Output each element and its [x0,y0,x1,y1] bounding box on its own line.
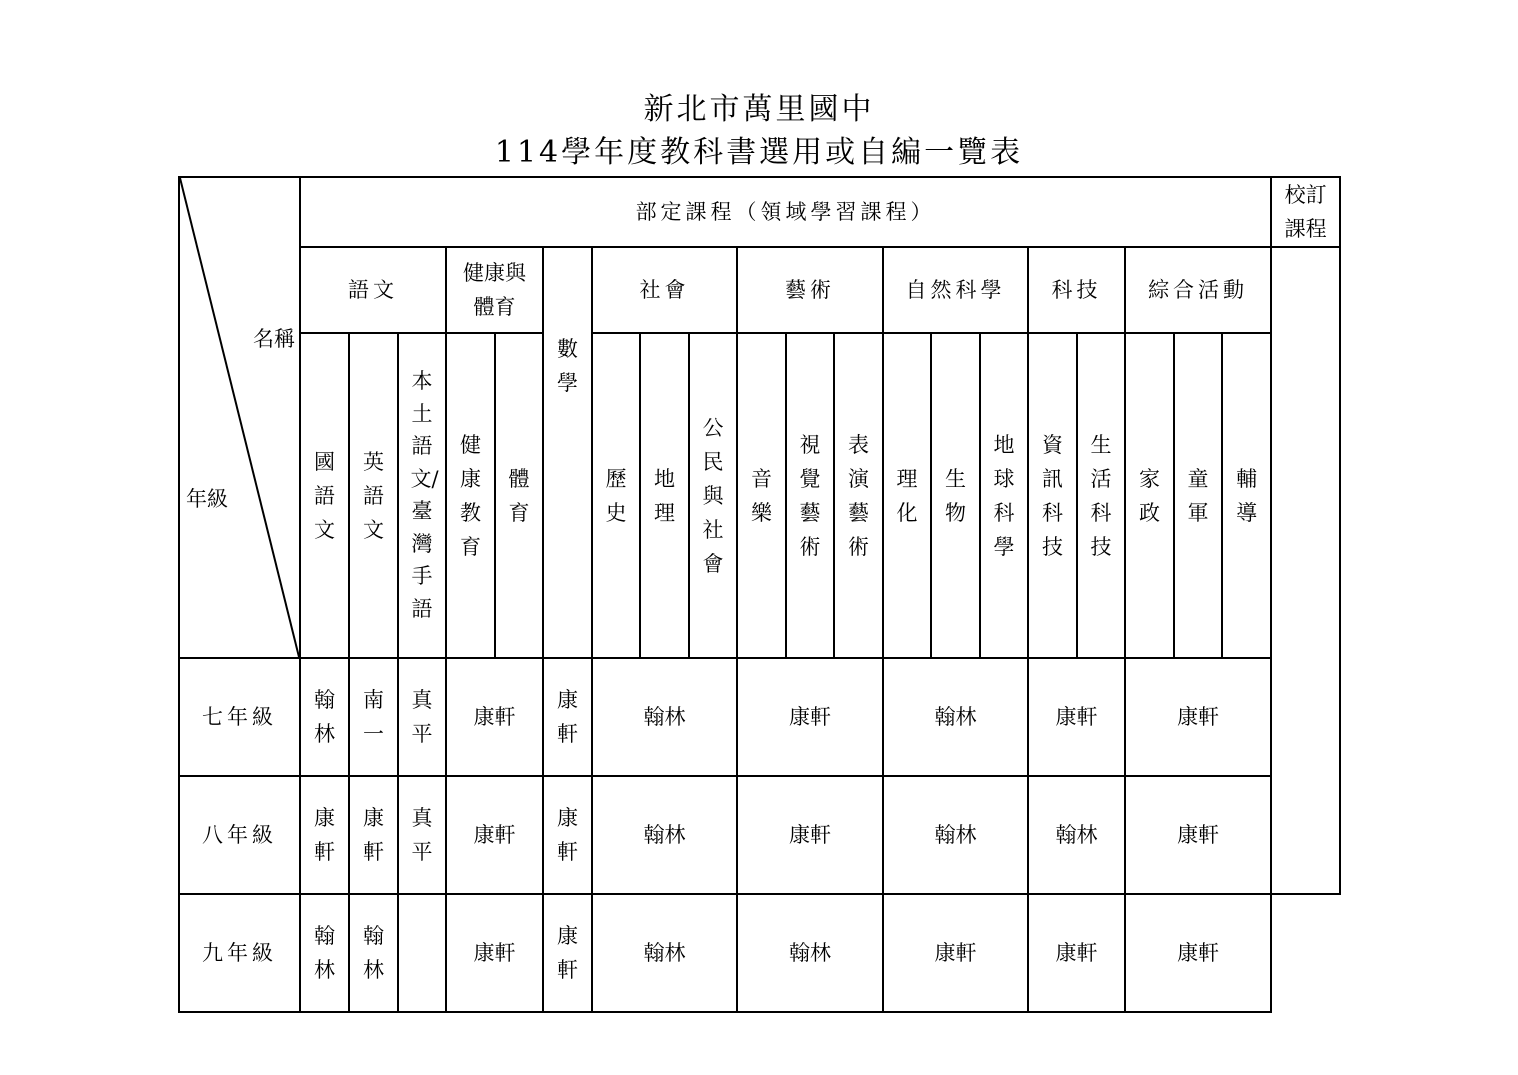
cell-chinese: 翰林 [300,894,349,1012]
grade-label: 九年級 [179,894,300,1012]
school-curriculum-empty [1271,247,1340,894]
cell-native: 真平 [398,776,446,894]
cell-health-pe: 康軒 [446,658,543,776]
corner-header [179,177,300,658]
cell-social: 翰林 [592,658,737,776]
cell-english: 翰林 [349,894,398,1012]
cell-math: 康軒 [543,776,592,894]
cell-tech: 翰林 [1028,776,1125,894]
area-arts: 藝術 [737,247,883,333]
table-row [179,658,1340,776]
cell-tech: 康軒 [1028,894,1125,1012]
subject-geography: 地理 [640,333,689,658]
corner-name-label: 名稱 [253,327,295,351]
cell-arts: 翰林 [737,894,883,1012]
cell-science: 康軒 [883,894,1028,1012]
area-math: 數學 [543,247,592,658]
cell-chinese: 翰林 [300,658,349,776]
cell-math: 康軒 [543,894,592,1012]
subject-history: 歷史 [592,333,640,658]
subject-home: 家政 [1125,333,1174,658]
cell-arts: 康軒 [737,658,883,776]
area-tech: 科技 [1028,247,1125,333]
cell-health-pe: 康軒 [446,894,543,1012]
subject-pe: 體育 [495,333,543,658]
diagonal-line [180,178,299,657]
area-science: 自然科學 [883,247,1028,333]
subject-biology: 生物 [931,333,980,658]
subject-english: 英語文 [349,333,398,658]
textbook-table [178,176,1341,1013]
area-integrative: 綜合活動 [1125,247,1271,333]
subject-it: 資訊科技 [1028,333,1077,658]
cell-social: 翰林 [592,776,737,894]
subject-health: 健康教育 [446,333,495,658]
cell-integrative: 康軒 [1125,776,1271,894]
cell-science: 翰林 [883,658,1028,776]
cell-science: 翰林 [883,776,1028,894]
school-title: 新北市萬里國中 [643,92,875,127]
area-social: 社會 [592,247,737,333]
cell-arts: 康軒 [737,776,883,894]
cell-tech: 康軒 [1028,658,1125,776]
subject-physchem: 理化 [883,333,931,658]
cell-social: 翰林 [592,894,737,1012]
subject-living-tech: 生活科技 [1077,333,1125,658]
table-title: 114學年度教科書選用或自編一覽表 [494,135,1024,170]
subject-visual: 視覺藝術 [786,333,834,658]
cell-english: 康軒 [349,776,398,894]
corner-grade-label: 年級 [186,487,228,511]
cell-native [398,894,446,1012]
cell-chinese: 康軒 [300,776,349,894]
grade-label: 七年級 [179,658,300,776]
cell-native: 真平 [398,658,446,776]
school-curriculum-header: 校訂課程 [1271,177,1340,247]
cell-math: 康軒 [543,658,592,776]
subject-chinese: 國語文 [300,333,349,658]
table-row [179,894,1340,1012]
subject-earth: 地球科學 [980,333,1028,658]
subject-guidance: 輔導 [1222,333,1271,658]
table-row [179,776,1340,894]
cell-integrative: 康軒 [1125,658,1271,776]
subject-native: 本土語文/臺灣手語 [398,333,446,658]
subject-scouts: 童軍 [1174,333,1222,658]
area-health-pe: 健康與體育 [446,247,543,333]
cell-integrative: 康軒 [1125,894,1271,1012]
subject-civics: 公民與社會 [689,333,737,658]
subject-music: 音樂 [737,333,786,658]
subject-performing: 表演藝術 [834,333,883,658]
ministry-curriculum-header: 部定課程（領域學習課程） [300,177,1271,247]
area-language: 語文 [300,247,446,333]
cell-english: 南一 [349,658,398,776]
cell-health-pe: 康軒 [446,776,543,894]
grade-label: 八年級 [179,776,300,894]
